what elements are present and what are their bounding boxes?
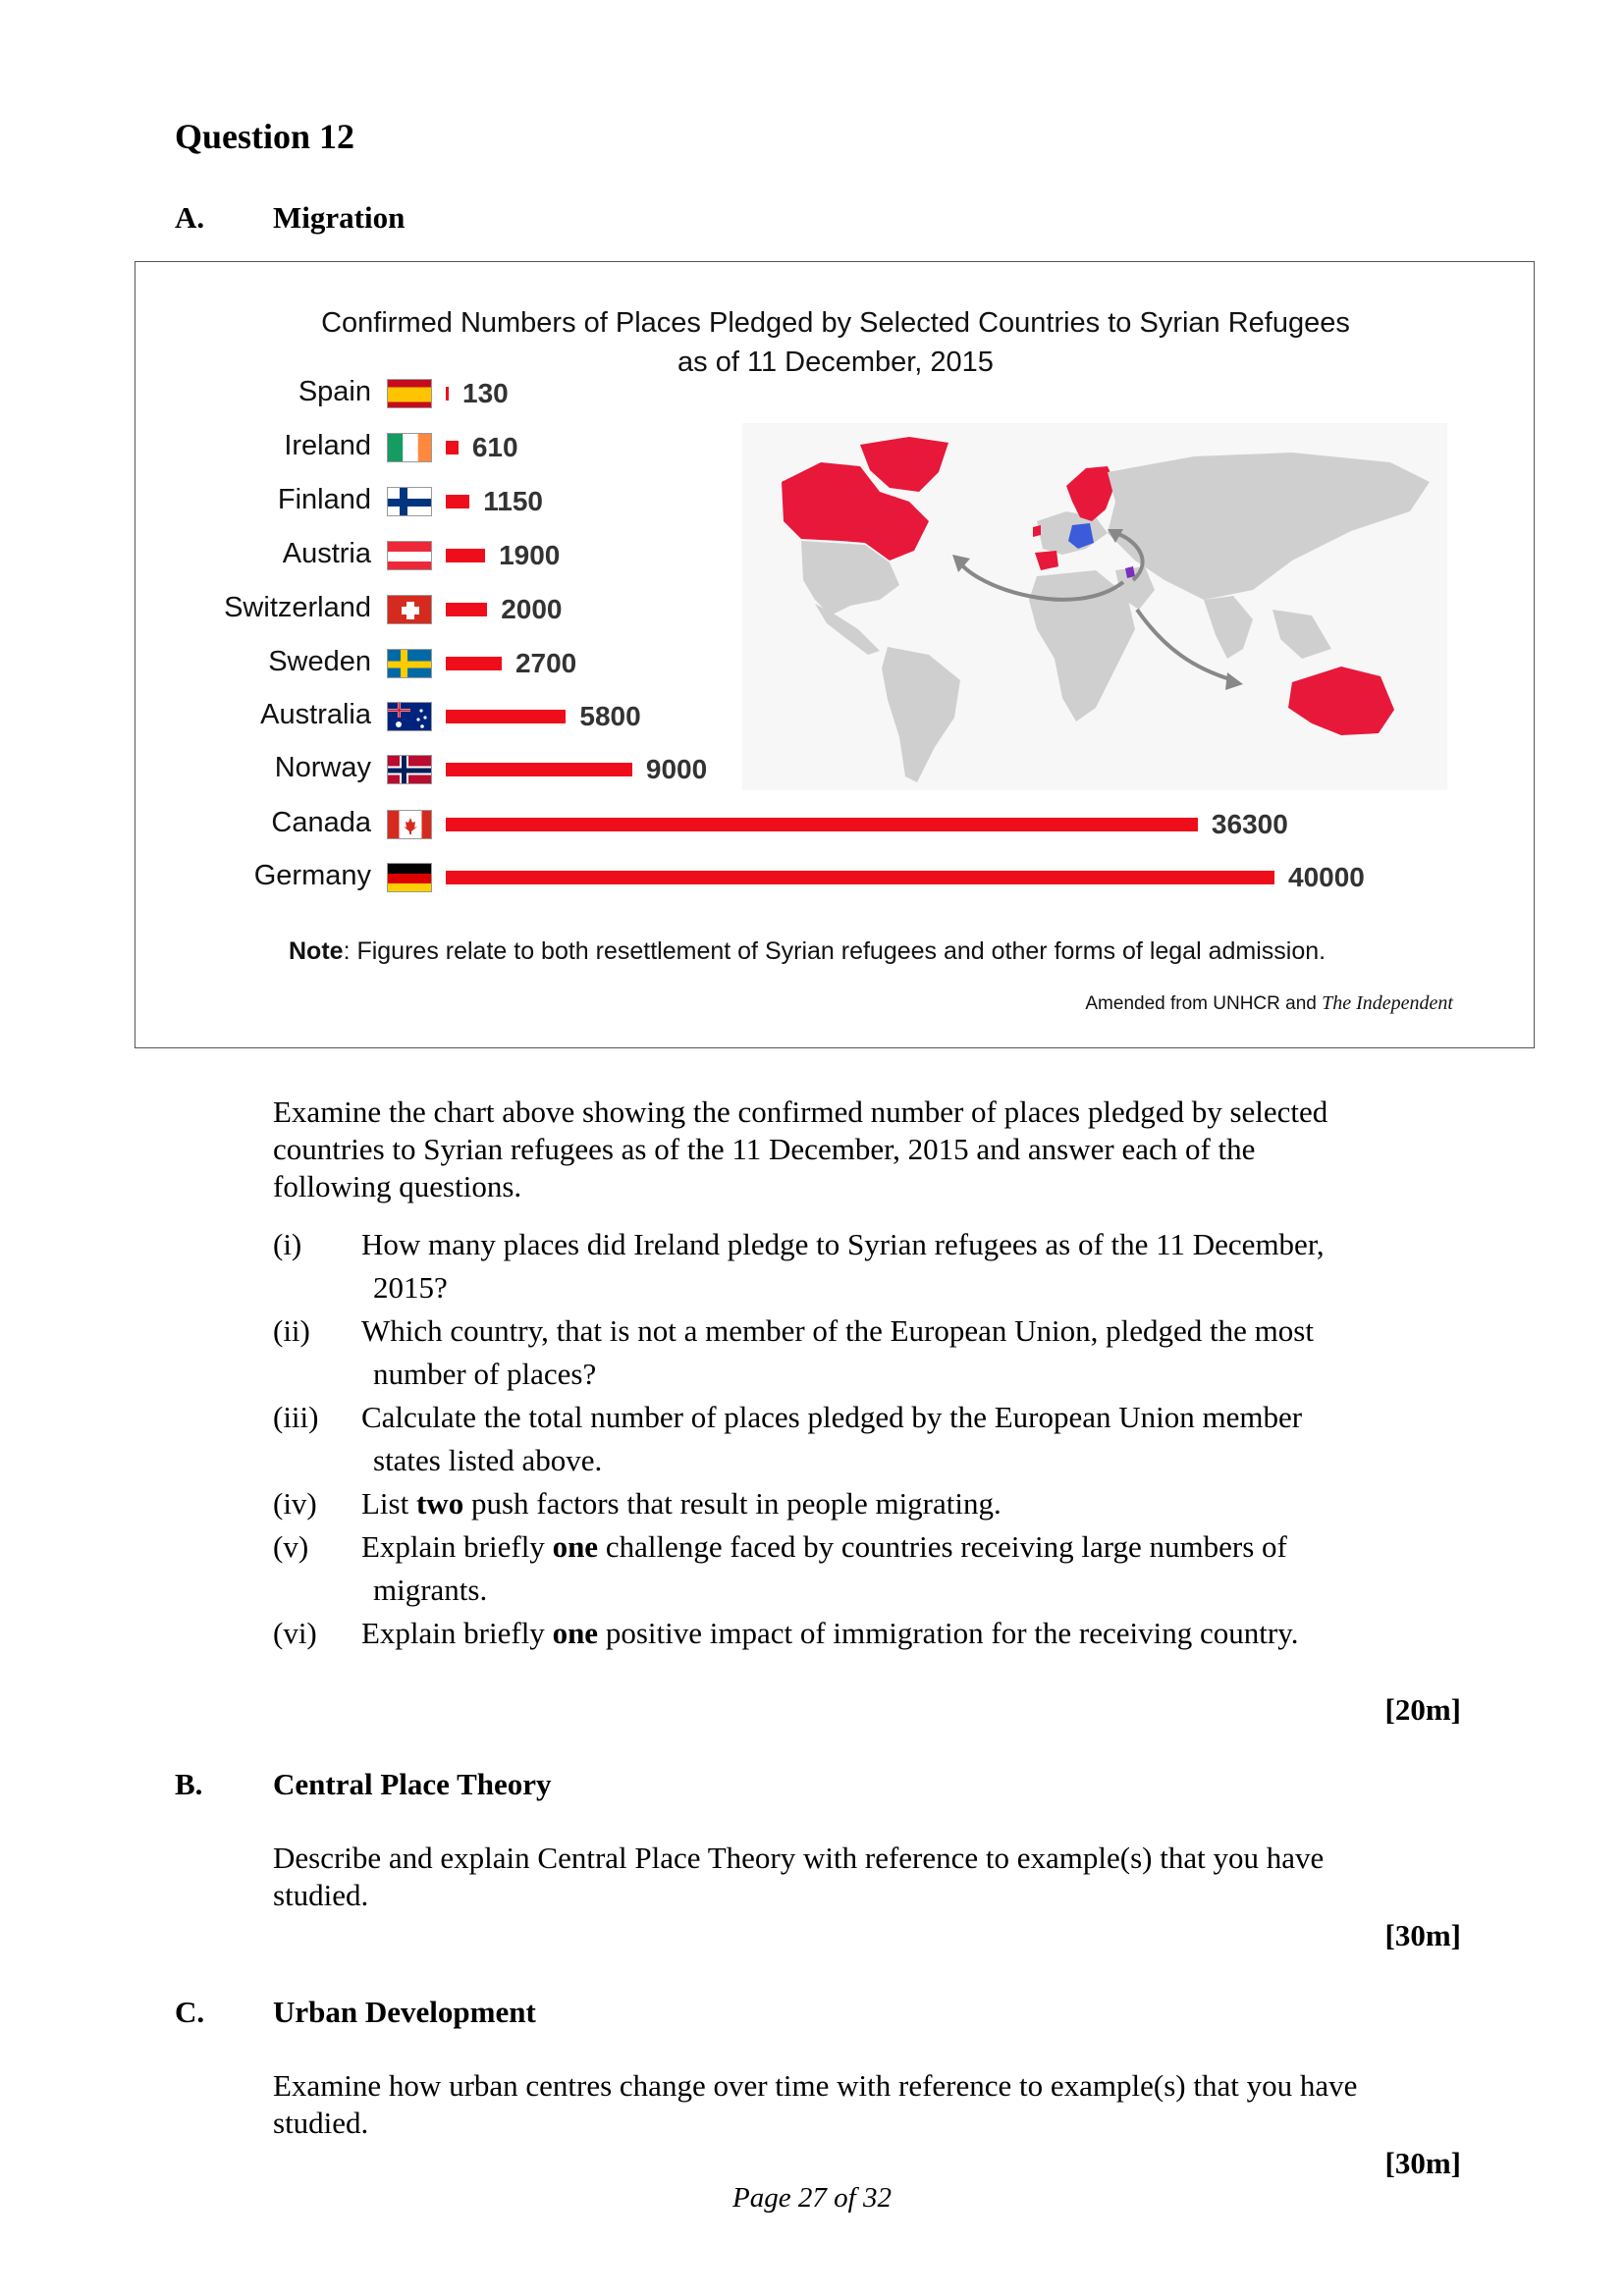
section-b-line: Describe and explain Central Place Theory with reference to example(s) that you have: [273, 1841, 1325, 1875]
question-text-cont: number of places?: [373, 1357, 597, 1391]
question-text: Which country, that is not a member of the European Union, pledged the most: [361, 1313, 1314, 1348]
bar-germany: [446, 871, 1274, 884]
question-bold: one: [552, 1529, 599, 1564]
section-c-marks: [30m]: [1384, 2146, 1461, 2180]
section-a-intro: [273, 1094, 1327, 1205]
question-number: (ii): [273, 1313, 310, 1348]
country-label-finland: Finland: [277, 484, 371, 515]
question-list: [273, 1223, 1490, 1655]
country-label-germany: Germany: [253, 860, 371, 891]
value-label-ireland: 610: [471, 432, 518, 462]
question-item: [273, 1396, 1490, 1482]
bar-finland: [446, 495, 469, 508]
question-item: [273, 1223, 1490, 1309]
bar-australia: [446, 710, 566, 723]
ireland-flag-icon: [387, 433, 432, 462]
value-label-austria: 1900: [499, 540, 561, 570]
question-text: push factors that result in people migrating.: [463, 1486, 1001, 1521]
question-text-cont: states listed above.: [373, 1443, 603, 1477]
question-bold: two: [415, 1486, 464, 1521]
country-label-switzerland: Switzerland: [224, 592, 371, 623]
austria-flag-icon: [387, 541, 432, 570]
bar-austria: [446, 549, 485, 562]
value-label-spain: 130: [462, 378, 509, 408]
section-c-line: Examine how urban centres change over time with reference to example(s) that you have: [273, 2068, 1358, 2103]
country-label-canada: Canada: [271, 807, 371, 838]
chart-figure: [135, 261, 1535, 1048]
question-text: positive impact of immigration for the receiving country.: [598, 1616, 1299, 1650]
section-b-letter: B.: [175, 1767, 203, 1801]
value-label-norway: 9000: [645, 754, 708, 784]
sweden-flag-icon: [387, 649, 432, 678]
question-item: [273, 1482, 1490, 1525]
chart-note: [289, 937, 1326, 966]
question-text-cont: 2015?: [373, 1270, 448, 1305]
intro-line: Examine the chart above showing the confirmed number of places pledged by selected: [273, 1095, 1328, 1129]
source-text: Amended from UNHCR and: [1085, 993, 1323, 1014]
section-c-title: Urban Development: [273, 1995, 536, 2029]
question-title: Question 12: [175, 117, 355, 156]
canada-flag-icon: [387, 810, 432, 839]
section-a-letter: A.: [175, 200, 205, 235]
bar-sweden: [446, 657, 502, 670]
australia-flag-icon: [387, 702, 432, 731]
section-b-marks: [30m]: [1384, 1918, 1461, 1952]
chart-title-line2: as of 11 December, 2015: [677, 347, 994, 378]
spain-flag-icon: [387, 379, 432, 408]
country-label-ireland: Ireland: [284, 430, 371, 461]
question-text: Explain briefly: [361, 1529, 553, 1564]
norway-flag-icon: [387, 755, 432, 784]
bar-ireland: [446, 441, 459, 454]
finland-flag-icon: [387, 487, 432, 516]
section-b-title: Central Place Theory: [273, 1767, 552, 1801]
section-c-letter: C.: [175, 1995, 205, 2029]
value-label-switzerland: 2000: [501, 594, 563, 624]
section-b-line: studied.: [273, 1878, 369, 1912]
chart-source: [1085, 992, 1453, 1015]
intro-line: countries to Syrian refugees as of the 11 December, 2015 and answer each of the: [273, 1132, 1256, 1166]
note-text: : Figures relate to both resettlement of Syrian refugees and other forms of legal admission.: [343, 937, 1326, 965]
question-number: (v): [273, 1529, 309, 1564]
question-text-cont: migrants.: [373, 1573, 488, 1607]
country-label-austria: Austria: [282, 538, 371, 569]
question-number: (iv): [273, 1486, 317, 1521]
germany-flag-icon: [387, 863, 432, 892]
section-c-text: [273, 2067, 1357, 2142]
question-bold: one: [552, 1616, 599, 1650]
value-label-canada: 36300: [1211, 809, 1288, 839]
question-number: (vi): [273, 1616, 317, 1650]
country-label-norway: Norway: [274, 752, 371, 783]
section-a-title: Migration: [273, 200, 406, 235]
bar-norway: [446, 763, 632, 776]
switzerland-flag-icon: [387, 595, 432, 624]
question-text: Calculate the total number of places pledged by the European Union member: [361, 1400, 1303, 1434]
country-label-australia: Australia: [260, 699, 371, 730]
question-text: How many places did Ireland pledge to Syrian refugees as of the 11 December,: [361, 1227, 1325, 1261]
question-text: challenge faced by countries receiving large numbers of: [598, 1529, 1287, 1564]
bar-spain: [446, 387, 449, 400]
value-label-germany: 40000: [1288, 862, 1365, 892]
source-italic: The Independent: [1322, 992, 1453, 1014]
world-map-icon: [742, 423, 1447, 790]
section-b-text: [273, 1840, 1324, 1914]
question-item: [273, 1612, 1490, 1655]
question-number: (iii): [273, 1400, 319, 1434]
value-label-finland: 1150: [483, 486, 543, 516]
question-text: Explain briefly: [361, 1616, 553, 1650]
intro-line: following questions.: [273, 1169, 522, 1203]
chart-title-line1: Confirmed Numbers of Places Pledged by Selected Countries to Syrian Refugees: [321, 307, 1350, 339]
value-label-australia: 5800: [579, 701, 641, 731]
value-label-sweden: 2700: [514, 648, 577, 678]
section-a-marks: [20m]: [1384, 1692, 1461, 1727]
bar-canada: [446, 818, 1198, 831]
question-item: [273, 1309, 1490, 1396]
note-label: Note: [289, 937, 344, 965]
section-c-line: studied.: [273, 2106, 369, 2140]
bar-switzerland: [446, 603, 487, 616]
question-text: List: [361, 1486, 416, 1521]
question-number: (i): [273, 1227, 302, 1261]
country-label-sweden: Sweden: [268, 646, 371, 677]
country-label-spain: Spain: [298, 376, 371, 407]
question-item: [273, 1525, 1490, 1612]
page-number: Page 27 of 32: [732, 2182, 892, 2214]
